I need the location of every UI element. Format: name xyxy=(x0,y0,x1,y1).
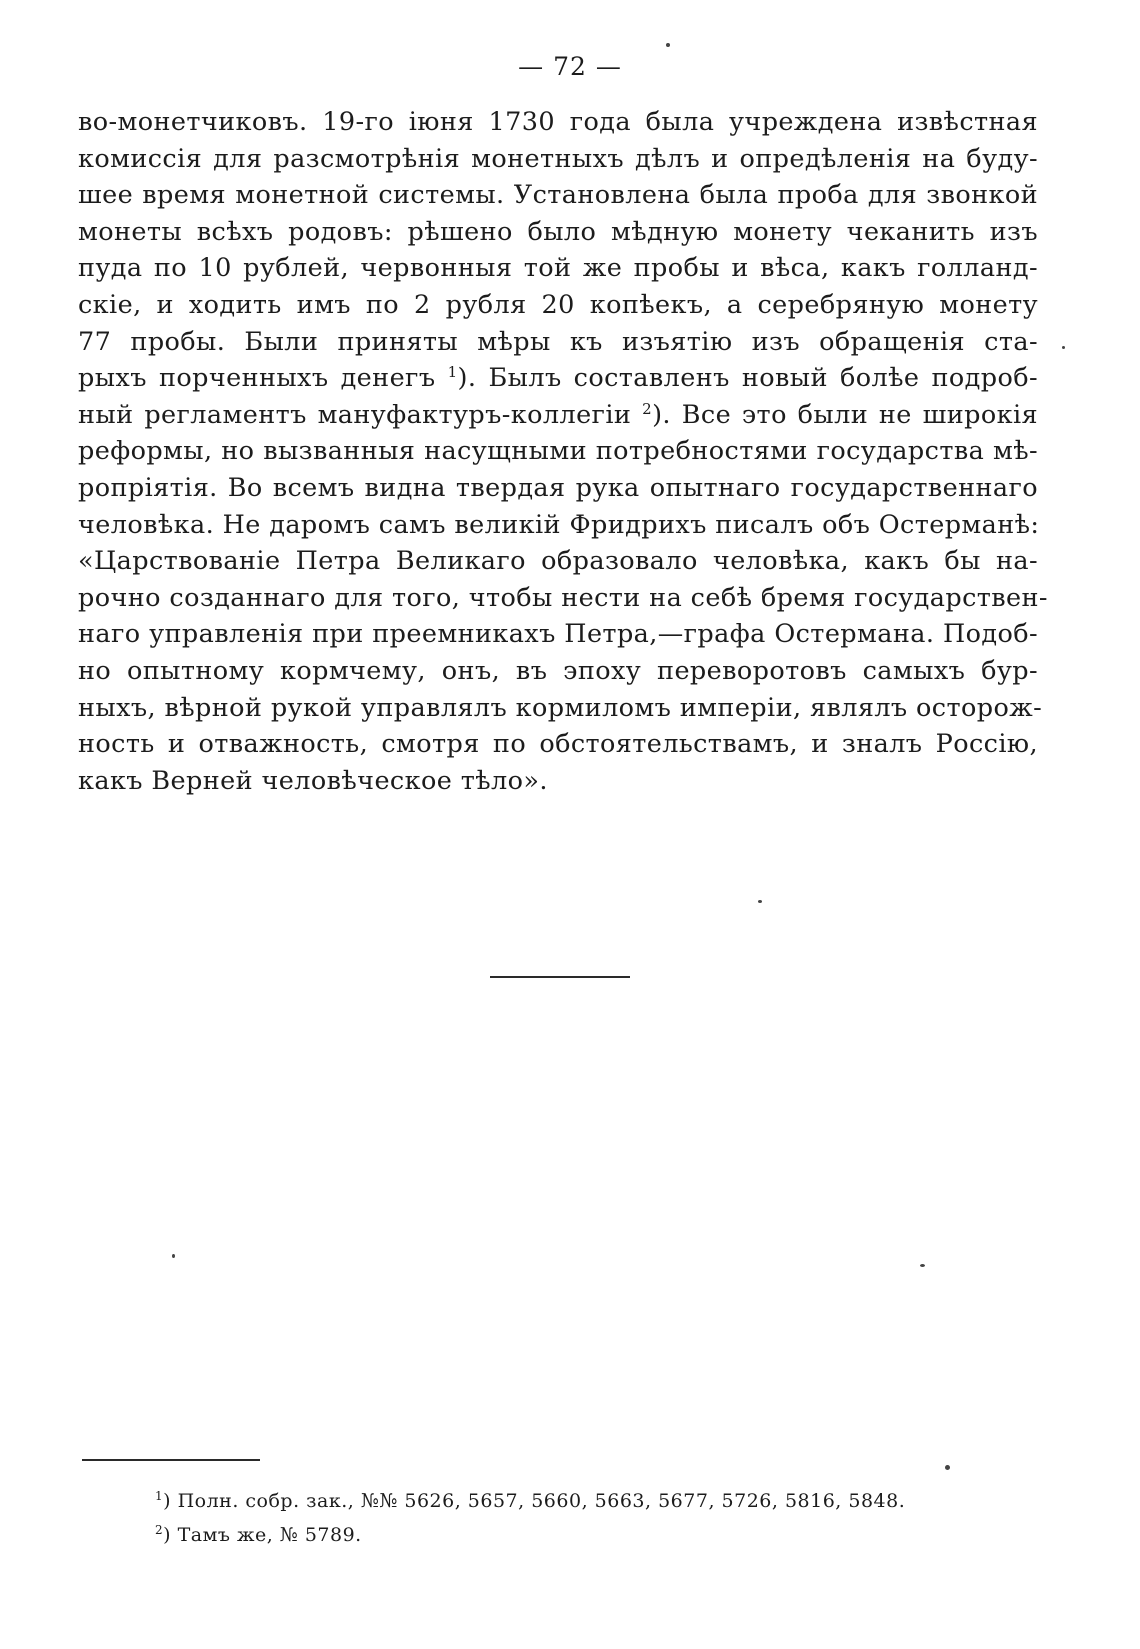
text-segment: ный регламентъ мануфактуръ-коллегіи xyxy=(78,399,632,430)
text-line: скіе, и ходить имъ по 2 рубля 20 копѣекъ, а серебряную монету xyxy=(78,289,1038,320)
footnote-text: ) Полн. собр. зак., №№ 5626, 5657, 5660, 5663, 5677, 5726, 5816, 5848. xyxy=(163,1490,906,1512)
text-line: шее время монетной системы. Установлена была проба для звонкой xyxy=(78,180,1038,211)
text-line: ность и отважность, смотря по обстоятельствамъ, и зналъ Россію, xyxy=(78,729,1038,760)
text-line: но опытному кормчему, онъ, въ эпоху переворотовъ самыхъ бур- xyxy=(78,655,1038,686)
scan-speck xyxy=(172,1254,175,1258)
text-line: рочно созданнаго для того, чтобы нести на себѣ бремя государствен- xyxy=(78,582,1048,613)
text-line: ныхъ, вѣрной рукой управлялъ кормиломъ имперіи, являлъ осторож- xyxy=(78,692,1043,723)
footnote-mark: 1 xyxy=(155,1489,164,1503)
scan-speck xyxy=(666,43,670,47)
scan-speck xyxy=(758,900,762,903)
footnote-text: ) Тамъ же, № 5789. xyxy=(163,1524,362,1546)
footnotes xyxy=(155,1484,1055,1552)
text-line: наго управленія при преемникахъ Петра,—графа Остермана. Подоб- xyxy=(78,619,1038,650)
footnote-ref: 1 xyxy=(447,363,458,382)
text-segment: рыхъ порченныхъ денегъ xyxy=(78,363,436,394)
text-line: человѣка. Не даромъ самъ великій Фридрихъ писалъ объ Остерманѣ: xyxy=(78,509,1040,540)
text-line: какъ Верней человѣческое тѣло». xyxy=(78,765,548,796)
text-line: реформы, но вызванныя насущными потребностями государства мѣ- xyxy=(78,436,1038,467)
text-line: 77 пробы. Были приняты мѣры къ изъятію изъ обращенія ста- xyxy=(78,326,1038,357)
text-line-with-footnote xyxy=(78,397,1038,434)
main-text xyxy=(78,104,1048,799)
footnote-mark: 2 xyxy=(155,1523,164,1537)
footnote-2 xyxy=(155,1518,1055,1552)
text-segment: ). Все это были не широкія xyxy=(652,399,1038,430)
text-segment: ). Былъ составленъ новый болѣе подроб- xyxy=(457,363,1038,394)
text-line: комиссія для разсмотрѣнія монетныхъ дѣлъ и опредѣленія на буду- xyxy=(78,143,1038,174)
text-line: монеты всѣхъ родовъ: рѣшено было мѣдную монету чеканить изъ xyxy=(78,216,1038,247)
scan-speck xyxy=(945,1465,950,1470)
section-separator xyxy=(490,976,630,978)
scan-speck xyxy=(920,1264,925,1267)
page-number: — 72 — xyxy=(518,52,622,81)
scan-speck xyxy=(1062,346,1065,349)
text-line: во-монетчиковъ. 19-го іюня 1730 года была учреждена извѣстная xyxy=(78,107,1038,137)
footnote-1 xyxy=(155,1484,1055,1518)
text-line: «Царствованіе Петра Великаго образовало человѣка, какъ бы на- xyxy=(78,546,1038,577)
text-line: пуда по 10 рублей, червонныя той же пробы и вѣса, какъ голланд- xyxy=(78,253,1038,284)
footnote-ref: 2 xyxy=(642,399,653,418)
text-line-with-footnote xyxy=(78,360,1038,397)
text-line: ропріятія. Во всемъ видна твердая рука опытнаго государственнаго xyxy=(78,472,1038,503)
footnote-divider xyxy=(82,1459,260,1461)
